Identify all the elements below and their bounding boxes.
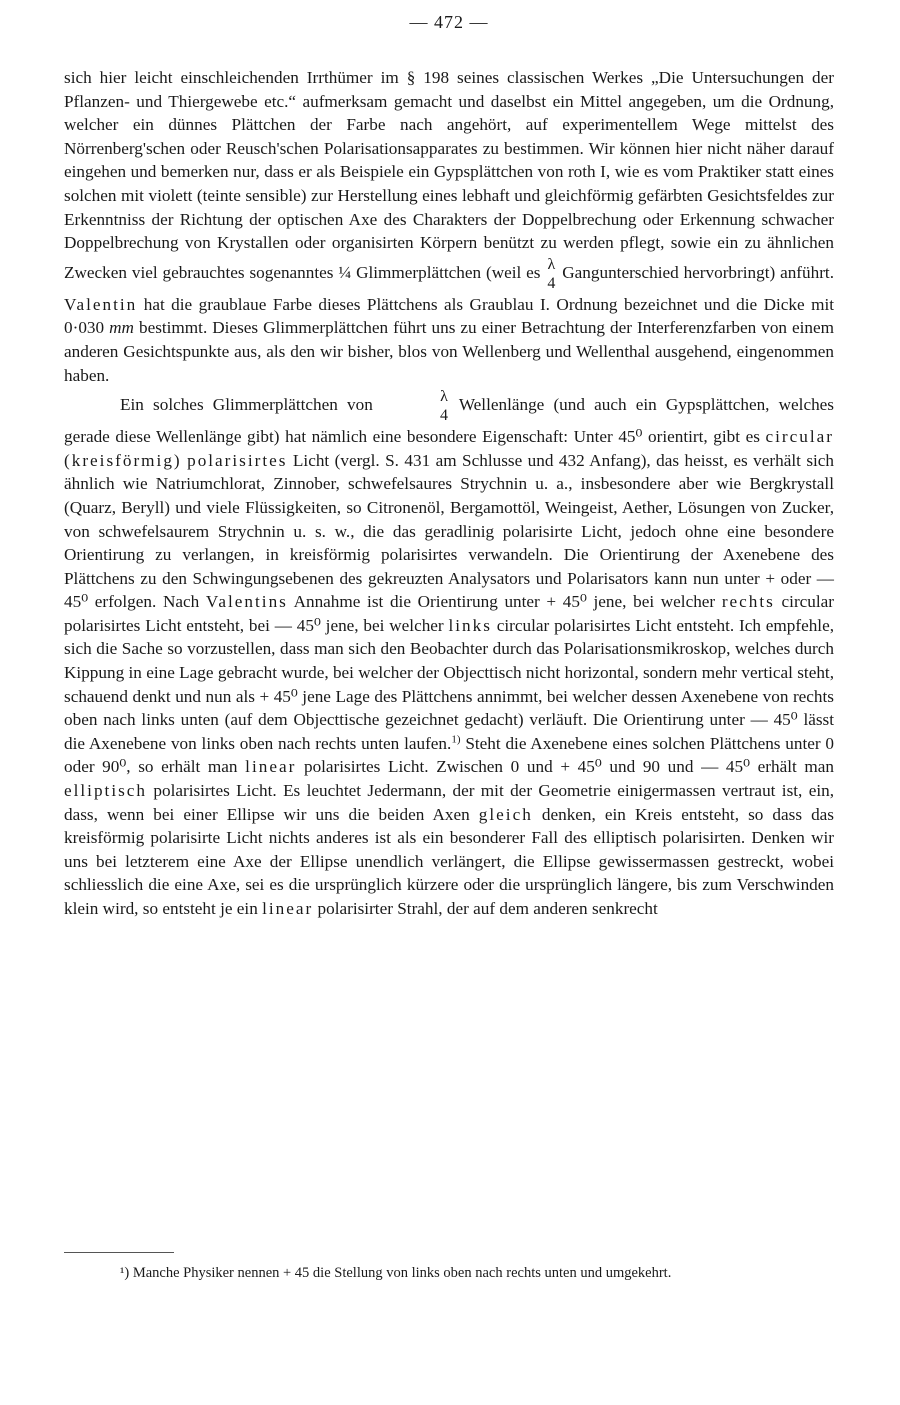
emphasis-name: Valentin xyxy=(64,294,138,314)
emphasis-spaced: gleich xyxy=(478,804,533,824)
document-page xyxy=(64,0,834,1405)
text-span: Steht die Axenebene eines solchen Plättchens unter 0 oder 90⁰, so erhält man xyxy=(64,733,835,777)
fraction-denominator: 4 xyxy=(547,274,556,292)
fraction-lambda-quarter xyxy=(547,255,555,293)
footnote-divider xyxy=(64,1252,174,1253)
text-span: Licht (vergl. S. 431 am Schlusse und 432 Anfang), das heisst, es verhält sich ähnlich wie Natriumchlorat, Zinnober, schwefelsaures Strychnin u. a., insbesondere aber wie Bergkrystall (Quarz, Beryll) und viele Flüssigkeiten, so Citronenöl, Bergamottöl, Weingeist, Aether, Lösungen von Zucker, von schwefelsaurem Strychnin u. s. w., die das geradlinig polarisirte Licht, jedoch ohne eine besondere Orientirung zu verlangen, in kreisförmig polarisirtes verwandeln. Die Orientirung der Axenebene des Plättchens zu den Schwingungsebenen des gekreuzten Analysators und Polarisators kann nun unter + oder — 45⁰ erfolgen. Nach xyxy=(64,450,835,612)
fraction-denominator: 4 xyxy=(439,407,448,425)
fraction-numerator: λ xyxy=(440,388,448,406)
text-span: circular polarisirtes Licht entsteht. Ich empfehle, sich die Sache so vorzustellen, dass man sich den Beobachter durch das Polarisationsmikroskop, welches durch Kippung in eine Lage gebracht wurde, bei welcher der Objecttisch nicht horizontal, sondern mehr vertical steht, schauend denkt und nun als + 45⁰ jene Lage des Plättchens annimmt, bei welcher dessen Axenebene von rechts oben nach links unten (auf dem Objecttische gezeichnet gedacht) verläuft. Die Orientirung unter — 45⁰ lässt die Axenebene von links oben nach rechts unten laufen. xyxy=(64,615,835,753)
footnote xyxy=(64,1262,834,1284)
footnote-mark: ¹) xyxy=(120,1265,130,1281)
text-span: denken, ein Kreis entsteht, so dass das kreisförmig polarisirte Licht nichts anderes ist als ein besonderer Fall des elliptisch polarisirten. Denken wir uns bei letzterem eine Axe der Ellipse unendlich verlängert, die Ellipse gewissermassen gestreckt, wobei schliesslich die eine Axe, sei es die ursprünglich kürzere oder die ursprünglich längere, bis zum Verschwinden klein wird, so entsteht je ein xyxy=(64,804,834,918)
text-span: Gangunterschied hervorbringt) anführt. xyxy=(562,262,835,282)
text-span: sich hier leicht einschleichenden Irrthümer im § 198 seines classischen Werkes „Die Untersuchungen der Pflanzen- und Thiergewebe etc.“ aufmerksam gemacht und daselbst ein Mittel angegeben, um die Ordnung, welcher ein dünnes Plättchen der Farbe nach angehört, auf experimentellem Wege mittelst des Nörrenberg'schen oder Reusch'schen Polarisationsapparates zu bestimmen. Wir können hier nicht näher darauf eingehen und bemerken nur, dass er als Beispiele ein Gypsplättchen von roth I, wie es vom Praktiker statt eines solchen mit violett (teinte sensible) zur Herstellung eines lebhaft und gleichförmig gefärbten Gesichtsfeldes zur Erkenntniss der Richtung der optischen Axe des Charakters der Doppelbrechung oder Erkennung schwacher Doppelbrechung von Krystallen oder organisirten Körpern benützt zu werden pflegt, sowie ein zu ähnlichen Zwecken viel gebrauchtes sogenanntes ¼ Glimmerplättchen (weil es xyxy=(64,68,834,282)
emphasis-spaced: links xyxy=(448,615,492,635)
emphasis-spaced: rechts xyxy=(721,592,775,612)
text-span: Wellenlänge (und auch ein Gypsplättchen, welches gerade diese Wellenlänge gibt) hat nämlich eine besondere Eigenschaft: Unter 45⁰ orientirt, gibt es xyxy=(64,395,834,447)
paragraph-1 xyxy=(64,66,834,387)
emphasis-spaced: polarisirtes xyxy=(187,450,288,470)
text-span: circular polarisirtes Licht entsteht, bei — 45⁰ jene, bei welcher xyxy=(64,592,835,635)
footnote-reference[interactable]: 1) xyxy=(451,733,461,746)
fraction-lambda-quarter xyxy=(384,387,448,425)
text-span: polarisirtes Licht. Es leuchtet Jedermann, der mit der Geometrie einigermassen vertraut ist, ein, dass, wenn bei einer Ellipse wir uns die beiden Axen xyxy=(64,781,834,824)
footnote-text: Manche Physiker nennen + 45 die Stellung von links oben nach rechts unten und umgekehrt. xyxy=(132,1265,672,1281)
text-span: polarisirtes Licht. Zwischen 0 und + 45⁰ und 90 und — 45⁰ erhält man xyxy=(303,757,835,777)
text-span: Ein solches Glimmerplättchen von xyxy=(120,395,373,415)
text-span: polarisirter Strahl, der auf dem anderen senkrecht xyxy=(317,899,658,918)
unit-italic: mm xyxy=(109,318,134,338)
text-span: Annahme ist die Orientirung unter + 45⁰ jene, bei welcher xyxy=(293,592,716,612)
emphasis-spaced: elliptisch xyxy=(64,781,148,801)
body-text xyxy=(64,66,834,921)
text-span: bestimmt. Dieses Glimmerplättchen führt uns zu einer Betrachtung der Interferenzfarben von einem anderen Gesichtspunkte aus, als den wir bisher, blos von Wellenberg und Wellenthal ausgehend, eingenommen haben. xyxy=(64,318,835,385)
page-number: — 472 — xyxy=(409,12,489,32)
paragraph-2 xyxy=(64,387,834,920)
emphasis-spaced: circular xyxy=(765,427,834,447)
emphasis-name: Valentins xyxy=(205,592,288,612)
emphasis-spaced: linear xyxy=(245,757,297,777)
emphasis-spaced: (kreisförmig) xyxy=(64,450,182,470)
fraction-numerator: λ xyxy=(547,255,556,273)
emphasis-spaced: linear xyxy=(262,899,314,918)
text-span: hat die graublaue Farbe dieses Plättchens als Graublau I. Ordnung bezeichnet und die Dicke mit 0·030 xyxy=(64,294,834,338)
